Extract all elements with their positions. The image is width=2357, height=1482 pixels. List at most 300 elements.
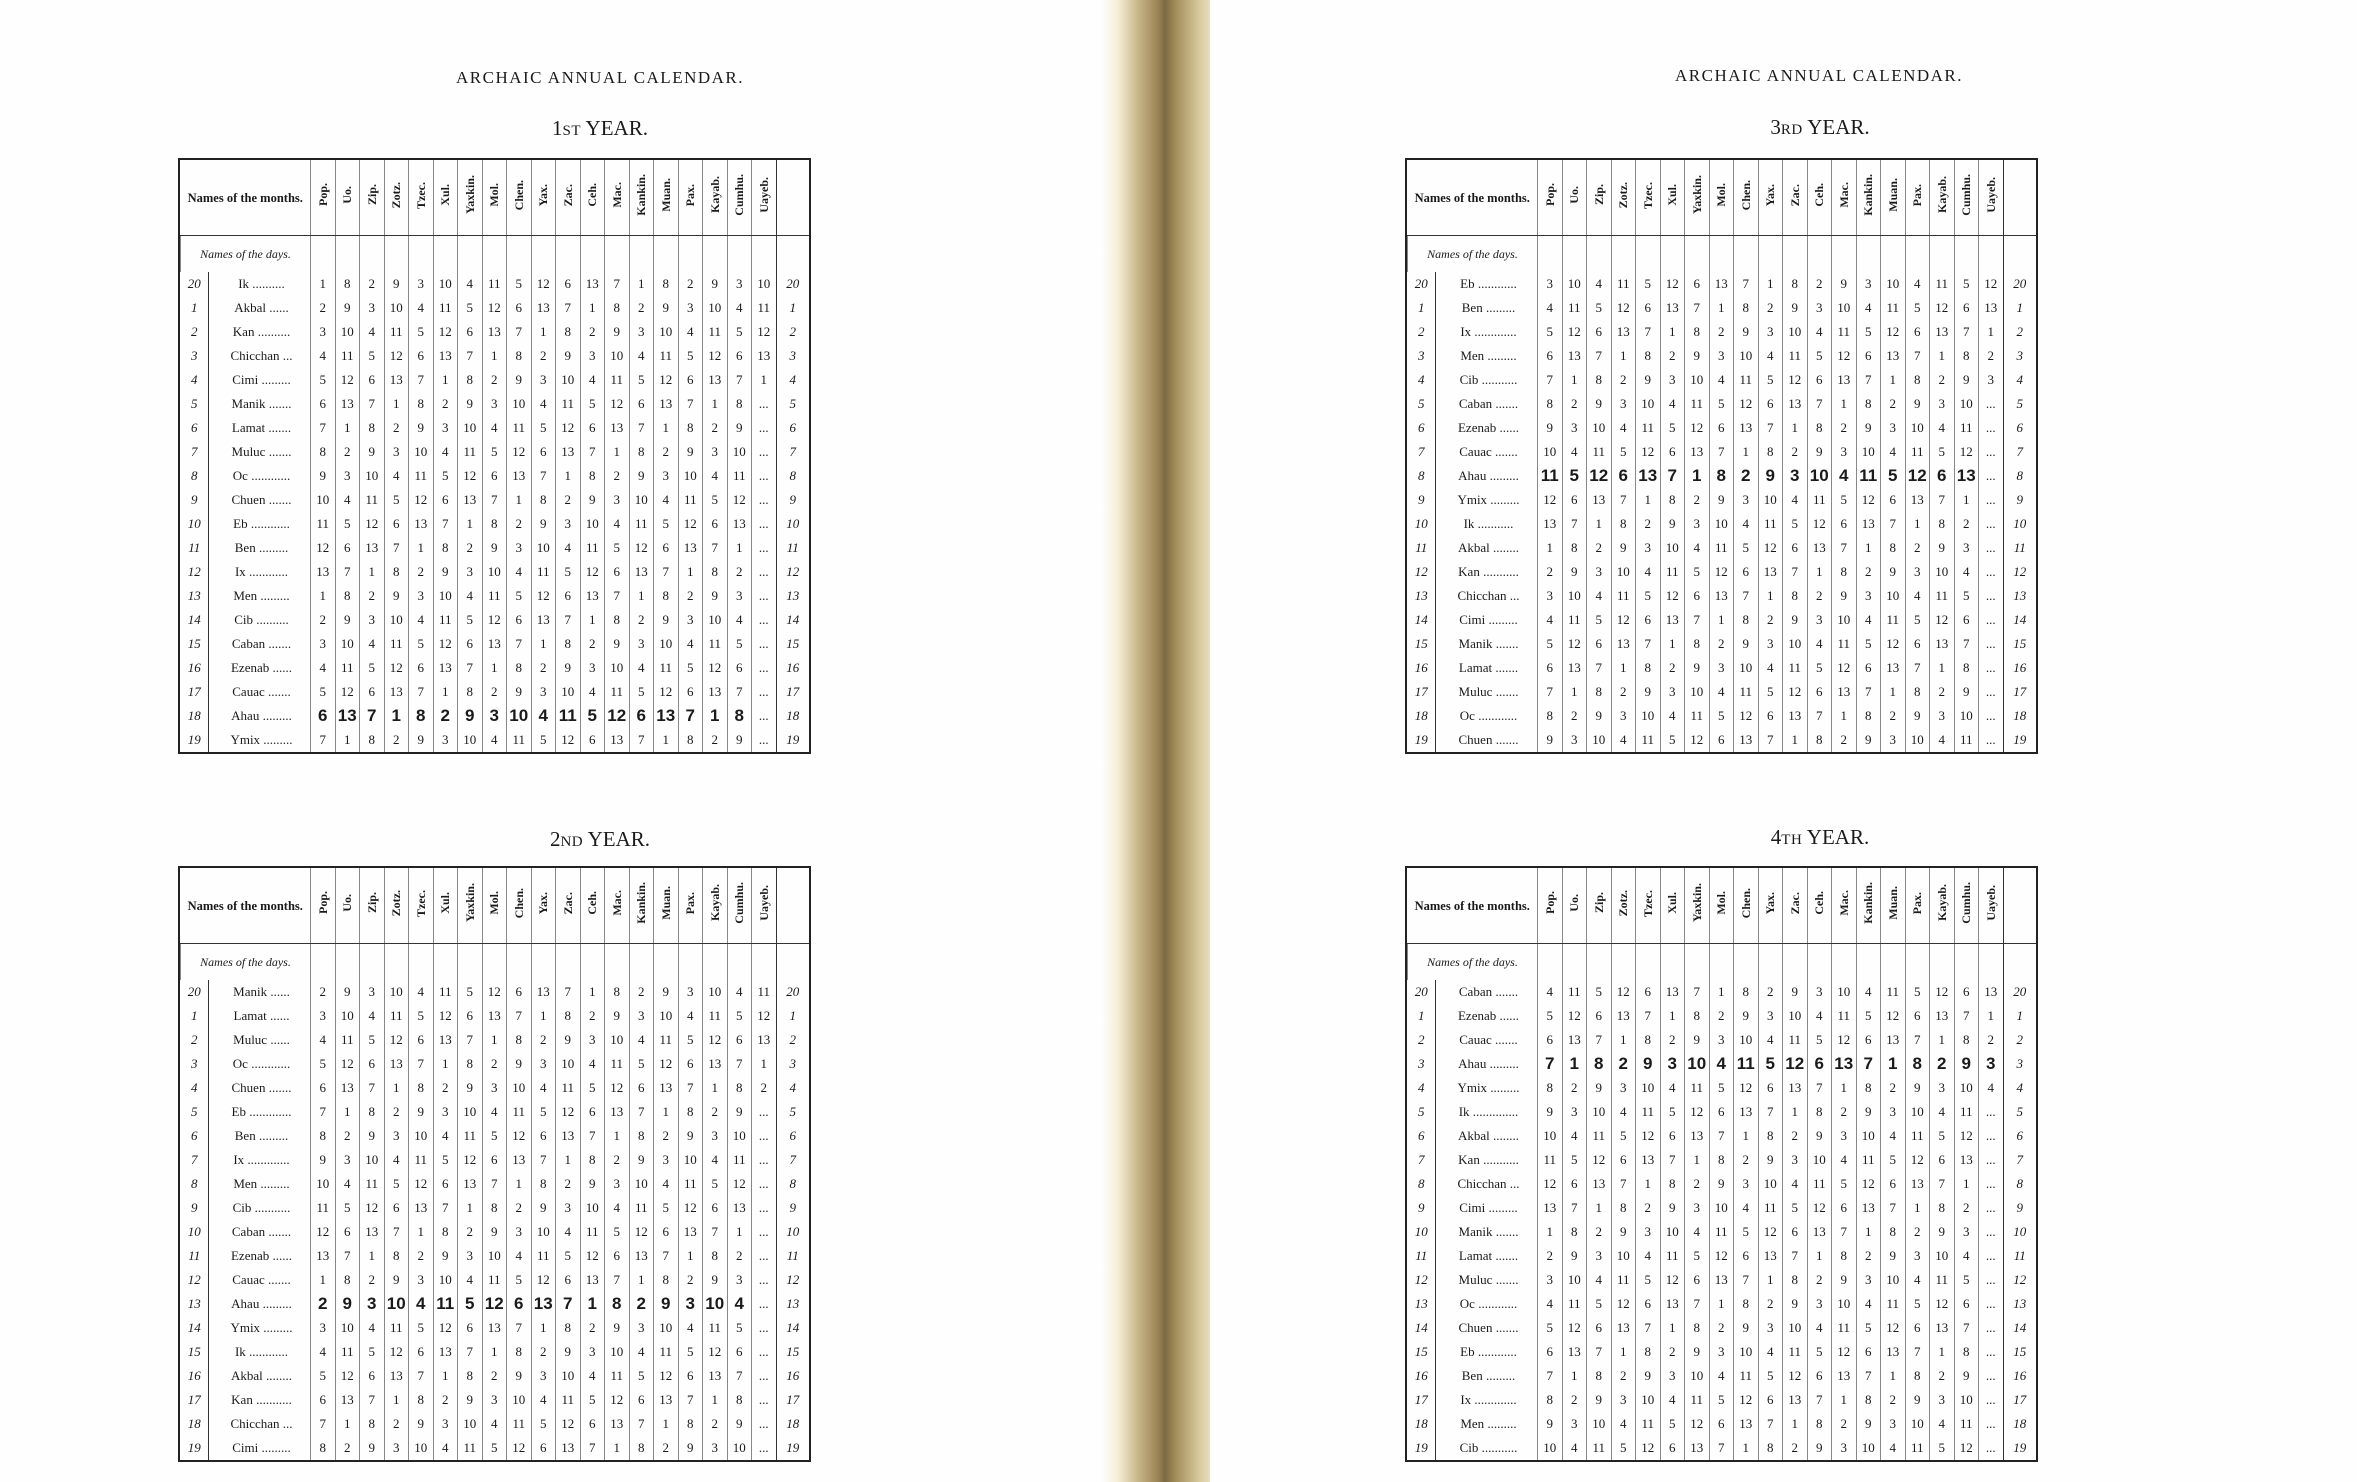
table-cell: 4 xyxy=(1807,320,1832,344)
table-cell: 10 xyxy=(1538,440,1563,464)
table-row xyxy=(181,1172,810,1196)
year-label: YEAR. xyxy=(585,116,648,140)
table-cell: 8 xyxy=(1685,320,1710,344)
table-cell: 5 xyxy=(531,1412,556,1436)
table-cell: 10 xyxy=(1807,1148,1832,1172)
day-number: 19 xyxy=(1408,728,1436,752)
table-cell: 7 xyxy=(1881,1196,1906,1220)
table-cell: 9 xyxy=(1856,416,1881,440)
table-cell: 3 xyxy=(605,488,630,512)
day-number-right: 1 xyxy=(2003,296,2036,320)
table-cell: 8 xyxy=(703,560,728,584)
table-cell: 7 xyxy=(1930,488,1955,512)
table-cell: 12 xyxy=(1832,656,1857,680)
table-cell: 7 xyxy=(1954,1004,1979,1028)
table-cell: 3 xyxy=(1979,368,2004,392)
table-cell: 2 xyxy=(580,632,605,656)
table-cell: 6 xyxy=(482,464,507,488)
table-cell: 11 xyxy=(556,1076,581,1100)
table-cell: 2 xyxy=(1979,1028,2004,1052)
table-cell: 2 xyxy=(384,416,409,440)
table-cell: 3 xyxy=(1562,1100,1587,1124)
table-cell: 13 xyxy=(384,1364,409,1388)
table-cell: ... xyxy=(752,1436,777,1460)
table-cell: 3 xyxy=(678,608,703,632)
table-cell: 2 xyxy=(654,440,679,464)
table-cell: 2 xyxy=(384,1100,409,1124)
day-number: 4 xyxy=(181,368,209,392)
day-number: 16 xyxy=(1408,656,1436,680)
table-cell: 2 xyxy=(1758,608,1783,632)
table-cell: 1 xyxy=(1954,1172,1979,1196)
table-cell: 4 xyxy=(1905,584,1930,608)
table-cell: ... xyxy=(1979,512,2004,536)
table-cell: 7 xyxy=(1807,704,1832,728)
day-name: Cauac ....... xyxy=(1459,444,1518,459)
day-number-right: 11 xyxy=(2003,1244,2036,1268)
table-cell: 13 xyxy=(727,512,752,536)
table-cell: ... xyxy=(752,704,777,728)
day-number-right: 8 xyxy=(776,1172,809,1196)
table-cell: 1 xyxy=(433,368,458,392)
table-cell: 6 xyxy=(335,1220,360,1244)
table-cell: 2 xyxy=(335,440,360,464)
table-cell: 4 xyxy=(384,464,409,488)
table-cell: 4 xyxy=(703,1148,728,1172)
table-cell: 7 xyxy=(1905,1340,1930,1364)
table-cell: 11 xyxy=(384,320,409,344)
table-cell: 13 xyxy=(482,632,507,656)
table-cell: 2 xyxy=(507,512,532,536)
table-cell: 4 xyxy=(458,272,483,296)
table-cell: 4 xyxy=(1954,1244,1979,1268)
table-cell: 8 xyxy=(556,1004,581,1028)
day-name: Ymix ......... xyxy=(230,732,293,747)
table-cell: 10 xyxy=(556,680,581,704)
table-cell: ... xyxy=(752,416,777,440)
day-number: 10 xyxy=(1408,1220,1436,1244)
table-cell: 1 xyxy=(556,1148,581,1172)
table-cell: 9 xyxy=(1856,1412,1881,1436)
table-cell: 7 xyxy=(507,632,532,656)
day-number: 4 xyxy=(1408,1076,1436,1100)
table-cell: 10 xyxy=(1807,464,1832,488)
table-cell: 11 xyxy=(1562,980,1587,1004)
table-cell: 3 xyxy=(678,980,703,1004)
table-cell: 9 xyxy=(1636,1364,1661,1388)
day-name: Kan .......... xyxy=(232,324,291,339)
day-name: Ben ......... xyxy=(234,540,289,555)
table-cell: 6 xyxy=(1587,632,1612,656)
table-cell: 8 xyxy=(433,536,458,560)
table-cell: 12 xyxy=(1881,320,1906,344)
table-cell: 7 xyxy=(1856,1364,1881,1388)
table-cell: 12 xyxy=(1685,1412,1710,1436)
month-header: Ceh. xyxy=(1812,183,1827,207)
table-cell: 2 xyxy=(1783,1436,1808,1460)
table-cell: 4 xyxy=(1979,1076,2004,1100)
table-cell: 11 xyxy=(409,464,434,488)
table-cell: 13 xyxy=(605,1412,630,1436)
table-cell: 8 xyxy=(409,704,434,728)
table-cell: 2 xyxy=(1562,704,1587,728)
day-number: 14 xyxy=(181,1316,209,1340)
table-cell: 12 xyxy=(409,488,434,512)
table-cell: 12 xyxy=(1734,1388,1759,1412)
table-cell: 9 xyxy=(335,608,360,632)
table-cell: 8 xyxy=(580,1148,605,1172)
table-cell: 6 xyxy=(1758,1388,1783,1412)
table-cell: 7 xyxy=(1734,1268,1759,1292)
month-header: Yax. xyxy=(536,891,551,915)
table-cell: 9 xyxy=(1538,1100,1563,1124)
day-number: 18 xyxy=(181,704,209,728)
table-cell: 9 xyxy=(1783,296,1808,320)
table-cell: 11 xyxy=(1856,464,1881,488)
day-number-right: 18 xyxy=(2003,704,2036,728)
table-cell: 11 xyxy=(1881,296,1906,320)
table-row xyxy=(181,1100,810,1124)
table-cell: ... xyxy=(1979,1196,2004,1220)
table-cell: 8 xyxy=(1734,608,1759,632)
table-cell: 3 xyxy=(1881,1412,1906,1436)
table-cell: 10 xyxy=(458,1412,483,1436)
table-cell: 7 xyxy=(556,608,581,632)
table-row xyxy=(1408,440,2037,464)
table-cell: 1 xyxy=(1856,1220,1881,1244)
table-cell: 12 xyxy=(335,368,360,392)
table-cell: 6 xyxy=(556,1268,581,1292)
table-cell: 1 xyxy=(1758,584,1783,608)
table-cell: 5 xyxy=(360,1340,385,1364)
day-number-right: 16 xyxy=(2003,1364,2036,1388)
table-cell: 12 xyxy=(654,368,679,392)
table-row xyxy=(181,344,810,368)
day-number: 3 xyxy=(181,344,209,368)
table-cell: 5 xyxy=(580,1076,605,1100)
table-cell: ... xyxy=(1979,680,2004,704)
table-cell: 13 xyxy=(1807,1220,1832,1244)
table-row xyxy=(1408,1436,2037,1460)
day-number: 8 xyxy=(1408,464,1436,488)
month-header: Zip. xyxy=(1591,184,1606,206)
table-cell: 5 xyxy=(1856,320,1881,344)
table-cell: 1 xyxy=(654,1100,679,1124)
table-cell: ... xyxy=(752,512,777,536)
table-cell: 2 xyxy=(482,1052,507,1076)
table-cell: ... xyxy=(1979,1244,2004,1268)
table-cell: 12 xyxy=(507,440,532,464)
table-row xyxy=(181,368,810,392)
table-cell: 9 xyxy=(1758,464,1783,488)
table-cell: 3 xyxy=(1709,344,1734,368)
table-cell: 2 xyxy=(678,272,703,296)
table-cell: 7 xyxy=(654,1244,679,1268)
table-cell: 9 xyxy=(1905,1388,1930,1412)
table-cell: 10 xyxy=(311,1172,336,1196)
table-cell: 10 xyxy=(727,1124,752,1148)
table-cell: 6 xyxy=(433,1172,458,1196)
table-cell: 6 xyxy=(727,344,752,368)
table-cell: 2 xyxy=(1758,296,1783,320)
month-header: Uo. xyxy=(1567,894,1582,912)
table-row xyxy=(181,656,810,680)
table-row xyxy=(1408,1268,2037,1292)
table-cell: 10 xyxy=(507,1076,532,1100)
month-header: Mac. xyxy=(609,890,624,916)
table-cell: 13 xyxy=(629,560,654,584)
table-cell: 10 xyxy=(1856,1436,1881,1460)
table-cell: 12 xyxy=(1685,728,1710,752)
table-cell: 2 xyxy=(1660,1028,1685,1052)
table-cell: 4 xyxy=(531,392,556,416)
table-cell: 12 xyxy=(752,320,777,344)
table-cell: 13 xyxy=(605,1100,630,1124)
table-cell: 5 xyxy=(1905,980,1930,1004)
table-cell: 11 xyxy=(1905,440,1930,464)
table-cell: 3 xyxy=(1709,1340,1734,1364)
table-cell: 9 xyxy=(605,1004,630,1028)
table-cell: 6 xyxy=(629,1076,654,1100)
month-header: Tzec. xyxy=(1640,181,1655,209)
day-number-right: 17 xyxy=(776,680,809,704)
table-cell: 8 xyxy=(1807,1412,1832,1436)
table-cell: 11 xyxy=(1905,1436,1930,1460)
table-cell: 11 xyxy=(1709,1220,1734,1244)
left-page xyxy=(0,0,1115,1482)
day-number-right: 17 xyxy=(2003,1388,2036,1412)
table-cell: 5 xyxy=(1783,1196,1808,1220)
day-name: Kan ........... xyxy=(1458,1152,1519,1167)
table-cell: 10 xyxy=(335,1004,360,1028)
table-cell: 2 xyxy=(1636,512,1661,536)
day-number: 11 xyxy=(1408,536,1436,560)
table-cell: 9 xyxy=(384,272,409,296)
table-cell: 10 xyxy=(1832,608,1857,632)
table-cell: 1 xyxy=(727,536,752,560)
table-cell: 3 xyxy=(1807,1292,1832,1316)
table-cell: ... xyxy=(752,464,777,488)
table-cell: 3 xyxy=(335,1148,360,1172)
table-cell: 10 xyxy=(507,704,532,728)
table-cell: 5 xyxy=(1881,1148,1906,1172)
table-cell: 7 xyxy=(1954,632,1979,656)
table-cell: 6 xyxy=(1856,1028,1881,1052)
table-cell: 11 xyxy=(580,536,605,560)
table-row xyxy=(1408,488,2037,512)
table-cell: 7 xyxy=(1562,1196,1587,1220)
table-row xyxy=(1408,392,2037,416)
table-cell: 1 xyxy=(1709,1292,1734,1316)
table-cell: ... xyxy=(752,1340,777,1364)
table-cell: 12 xyxy=(556,416,581,440)
day-name: Oc ............ xyxy=(232,468,291,483)
table-cell: 5 xyxy=(1930,1124,1955,1148)
table-cell: 5 xyxy=(458,980,483,1004)
day-name: Muluc ...... xyxy=(233,1032,290,1047)
table-cell: 8 xyxy=(654,1268,679,1292)
table-cell: 2 xyxy=(752,1076,777,1100)
table-cell: 11 xyxy=(311,512,336,536)
table-cell: 2 xyxy=(605,1148,630,1172)
table-cell: 11 xyxy=(1685,392,1710,416)
day-name: Ix ............ xyxy=(234,564,289,579)
table-cell: 11 xyxy=(703,632,728,656)
table-cell: 6 xyxy=(1758,704,1783,728)
table-cell: 7 xyxy=(507,1316,532,1340)
month-header: Pop. xyxy=(1542,183,1557,207)
table-cell: 13 xyxy=(1783,704,1808,728)
table-cell: 6 xyxy=(1685,584,1710,608)
table-cell: 2 xyxy=(1856,1244,1881,1268)
table-cell: 10 xyxy=(629,1172,654,1196)
table-cell: 12 xyxy=(1783,1364,1808,1388)
table-cell: 9 xyxy=(360,1124,385,1148)
table-cell: 6 xyxy=(1954,980,1979,1004)
table-cell: 5 xyxy=(1758,368,1783,392)
table-cell: 12 xyxy=(1954,1124,1979,1148)
table-cell: 13 xyxy=(433,1340,458,1364)
table-cell: 3 xyxy=(1783,1148,1808,1172)
table-cell: 13 xyxy=(1562,1028,1587,1052)
day-name: Chuen ....... xyxy=(1458,1320,1519,1335)
table-cell: 7 xyxy=(580,1436,605,1460)
table-row xyxy=(1408,632,2037,656)
table-cell: 12 xyxy=(1905,1148,1930,1172)
table-cell: 9 xyxy=(1709,488,1734,512)
table-cell: 3 xyxy=(1856,584,1881,608)
table-cell: 6 xyxy=(1954,296,1979,320)
table-cell: 11 xyxy=(654,1340,679,1364)
table-cell: 5 xyxy=(458,296,483,320)
table-cell: 5 xyxy=(384,488,409,512)
table-cell: 9 xyxy=(360,440,385,464)
table-cell: 1 xyxy=(384,392,409,416)
months-header: Names of the months. xyxy=(187,898,303,913)
table-cell: 8 xyxy=(1905,368,1930,392)
table-cell: 5 xyxy=(409,1316,434,1340)
day-number: 10 xyxy=(181,512,209,536)
table-cell: 2 xyxy=(1807,272,1832,296)
table-cell: 1 xyxy=(531,1004,556,1028)
table-cell: 2 xyxy=(703,728,728,752)
table-cell: 4 xyxy=(678,320,703,344)
table-cell: 11 xyxy=(1685,704,1710,728)
table-cell: 11 xyxy=(727,464,752,488)
table-cell: ... xyxy=(1979,1148,2004,1172)
table-cell: 10 xyxy=(703,980,728,1004)
table-cell: 12 xyxy=(433,320,458,344)
table-cell: 10 xyxy=(1709,1196,1734,1220)
day-number-right: 16 xyxy=(776,1364,809,1388)
table-row xyxy=(1408,1172,2037,1196)
month-header: Xul. xyxy=(438,892,453,914)
table-cell: 7 xyxy=(629,416,654,440)
table-cell: 9 xyxy=(311,464,336,488)
table-cell: 12 xyxy=(482,980,507,1004)
table-cell: 9 xyxy=(1905,704,1930,728)
table-cell: 5 xyxy=(1930,440,1955,464)
table-cell: 13 xyxy=(531,980,556,1004)
table-cell: 12 xyxy=(1930,980,1955,1004)
day-name: Caban ....... xyxy=(1458,396,1519,411)
day-name: Eb ............. xyxy=(231,1104,292,1119)
table-cell: 13 xyxy=(531,296,556,320)
days-header: Names of the days. xyxy=(200,246,291,261)
table-cell: 11 xyxy=(1660,560,1685,584)
day-number: 7 xyxy=(1408,1148,1436,1172)
table-cell: 9 xyxy=(1611,1220,1636,1244)
table-cell: 2 xyxy=(311,296,336,320)
table-cell: 5 xyxy=(1660,416,1685,440)
table-cell: 4 xyxy=(1734,512,1759,536)
table-cell: 5 xyxy=(1832,488,1857,512)
day-number: 18 xyxy=(1408,1412,1436,1436)
month-header: Mol. xyxy=(1714,891,1729,915)
table-cell: 11 xyxy=(335,1340,360,1364)
day-name: Oc ............ xyxy=(232,1056,291,1071)
table-cell: 1 xyxy=(1709,296,1734,320)
table-cell: 5 xyxy=(678,1340,703,1364)
day-name: Akbal ........ xyxy=(230,1368,293,1383)
table-row xyxy=(1408,344,2037,368)
day-name: Cauac ....... xyxy=(1459,1032,1518,1047)
table-cell: 9 xyxy=(654,608,679,632)
table-cell: 7 xyxy=(433,1196,458,1220)
table-cell: 7 xyxy=(409,1364,434,1388)
table-cell: 6 xyxy=(1538,1028,1563,1052)
table-cell: 8 xyxy=(1587,1052,1612,1076)
table-cell: ... xyxy=(1979,656,2004,680)
table-cell: 6 xyxy=(703,512,728,536)
day-number-right: 10 xyxy=(776,1220,809,1244)
table-row xyxy=(1408,656,2037,680)
table-cell: 11 xyxy=(678,488,703,512)
table-cell: 5 xyxy=(1856,1316,1881,1340)
table-cell: 1 xyxy=(1587,512,1612,536)
day-number-right: 4 xyxy=(2003,1076,2036,1100)
month-header: Uayeb. xyxy=(756,177,771,213)
table-cell: 4 xyxy=(1881,440,1906,464)
table-cell: 3 xyxy=(580,1028,605,1052)
table-cell: 7 xyxy=(1856,680,1881,704)
table-row xyxy=(1408,1004,2037,1028)
table-cell: 8 xyxy=(1587,1364,1612,1388)
calendar-grid xyxy=(180,868,809,1460)
table-cell: 13 xyxy=(482,320,507,344)
table-cell: 10 xyxy=(1709,512,1734,536)
table-cell: 1 xyxy=(1685,464,1710,488)
table-cell: 9 xyxy=(703,1268,728,1292)
table-cell: 7 xyxy=(703,536,728,560)
table-cell: 5 xyxy=(507,1268,532,1292)
table-cell: 3 xyxy=(507,536,532,560)
table-cell: 7 xyxy=(458,1028,483,1052)
table-cell: 8 xyxy=(1611,1196,1636,1220)
table-cell: 7 xyxy=(629,1412,654,1436)
table-cell: 9 xyxy=(458,392,483,416)
table-row xyxy=(181,392,810,416)
table-cell: 11 xyxy=(1881,1292,1906,1316)
table-cell: 3 xyxy=(1660,1364,1685,1388)
table-cell: 9 xyxy=(1832,584,1857,608)
table-cell: 5 xyxy=(1660,1412,1685,1436)
day-number-right: 2 xyxy=(2003,1028,2036,1052)
table-cell: 1 xyxy=(1783,1100,1808,1124)
table-cell: 7 xyxy=(678,392,703,416)
table-cell: 6 xyxy=(1734,1244,1759,1268)
table-cell: 4 xyxy=(1660,704,1685,728)
